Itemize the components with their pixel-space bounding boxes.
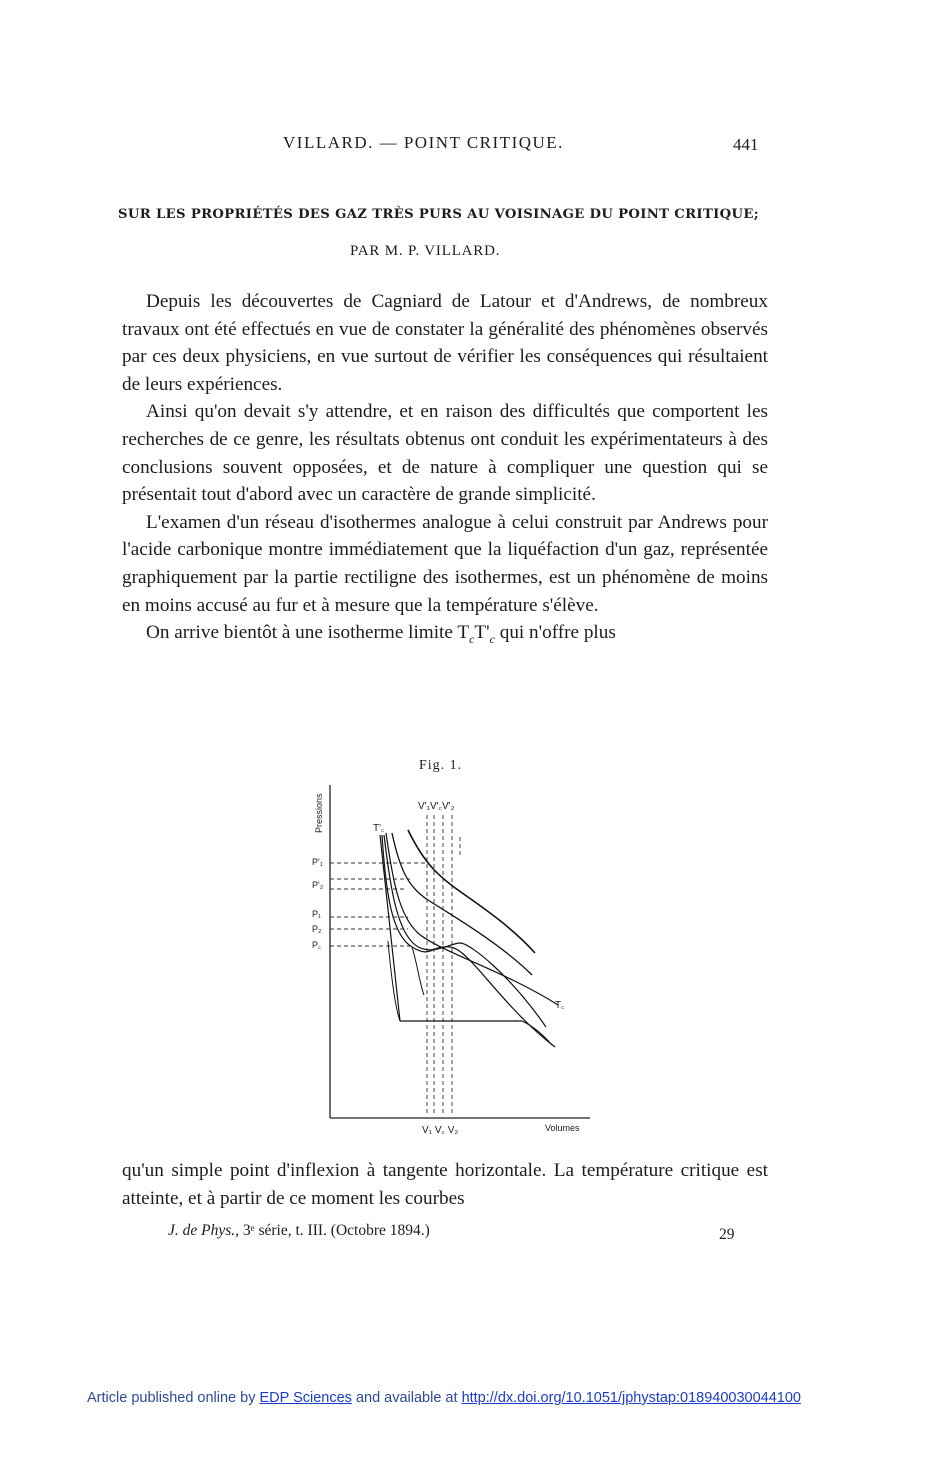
continuation-text: [122, 1157, 768, 1212]
notice-text-2: and available at: [351, 1390, 462, 1406]
top-volume-labels: V'₁V'꜀V'₂: [418, 801, 455, 812]
curve-label-tc-prime: T'꜀: [373, 823, 385, 834]
journal-citation: [168, 1222, 430, 1240]
isotherm-figure: [300, 775, 600, 1140]
isotherm-tc: T: [457, 622, 470, 644]
paragraph-4: [122, 619, 768, 653]
isotherm-curves: [380, 830, 558, 1047]
isotherm-tc-prime-sub: c: [489, 631, 495, 646]
page-number: 441: [733, 135, 759, 154]
author-byline: PAR M. P. VILLARD.: [350, 243, 501, 259]
bottom-volume-labels: V₁ V꜀ V₂: [422, 1125, 459, 1136]
continuation-paragraph: qu'un simple point d'inflexion à tangente horizontale. La température critique est atteinte, et à partir de ce moment les courbes: [122, 1160, 768, 1209]
isotherm-critical: [384, 835, 546, 1027]
pressure-label-p1-prime: P'₁: [312, 857, 323, 867]
saturation-curve-right: [412, 947, 424, 995]
curve-label-tc: T꜀: [555, 1000, 565, 1011]
journal-name: J. de Phys.,: [168, 1222, 240, 1239]
paragraph-1: Depuis les découvertes de Cagniard de Latour et d'Andrews, de nombreux travaux ont été effectués en vue de constater la généralité des phénomènes observés par ces deux physiciens, en vue surtout de vérifier les conséquences qui résultaient de leurs expériences.: [122, 291, 768, 395]
paragraph-3: L'examen d'un réseau d'isothermes analogue à celui construit par Andrews pour l'acide carbonique montre immédiatement que la liquéfaction d'un gaz, représentée graphiquement par la partie rectiligne des isothermes, est un phénomène de moins en moins accusé au fur et à mesure que la température s'élève.: [122, 511, 768, 616]
paragraph-2: Ainsi qu'on devait s'y attendre, et en raison des difficultés que comportent les recherches de ce genre, les résultats obtenus ont conduit les expérimentateurs à des conclusions souvent opposées, et de nature à compliquer une question qui se présentait tout d'abord avec un caractère de grande simplicité.: [122, 401, 768, 506]
x-axis-label: Volumes: [545, 1123, 580, 1133]
publication-notice: [0, 1390, 888, 1406]
liquefaction-plateau: [400, 1021, 552, 1045]
y-axis-label: Pressions: [314, 793, 324, 833]
paragraph-4-end: qui n'offre plus: [494, 622, 616, 644]
pressure-label-p1: P₁: [312, 909, 322, 919]
figure-caption: Fig. 1.: [419, 758, 463, 773]
journal-issue: 3ᵉ série, t. III. (Octobre 1894.): [239, 1222, 430, 1239]
body-text: [122, 288, 768, 654]
pressure-guides: [330, 863, 428, 946]
running-title: VILLARD. — POINT CRITIQUE.: [283, 133, 564, 152]
sheet-number: 29: [719, 1226, 735, 1243]
doi-link[interactable]: http://dx.doi.org/10.1051/jphystap:018940030044100: [461, 1390, 801, 1406]
isotherm-tc: [386, 833, 558, 1005]
isotherm-lower: [382, 835, 555, 1047]
pressure-label-p2: P₂: [312, 924, 322, 934]
article-title: SUR LES PROPRIÉTÉS DES GAZ TRÈS PURS AU VOISINAGE DU POINT CRITIQUE;: [118, 207, 759, 222]
pressure-label-pc: P꜀: [312, 940, 322, 950]
edp-sciences-link[interactable]: EDP Sciences: [259, 1390, 352, 1406]
notice-text-1: Article published online by: [87, 1390, 260, 1406]
isotherm-tc-sub: c: [469, 631, 475, 646]
pressure-label-p2-prime: P'₂: [312, 880, 324, 890]
paragraph-4-start: On arrive bientôt à une isotherme limite: [146, 622, 458, 644]
isotherm-tc-prime: T': [474, 622, 490, 644]
volume-guides: [427, 815, 460, 1115]
